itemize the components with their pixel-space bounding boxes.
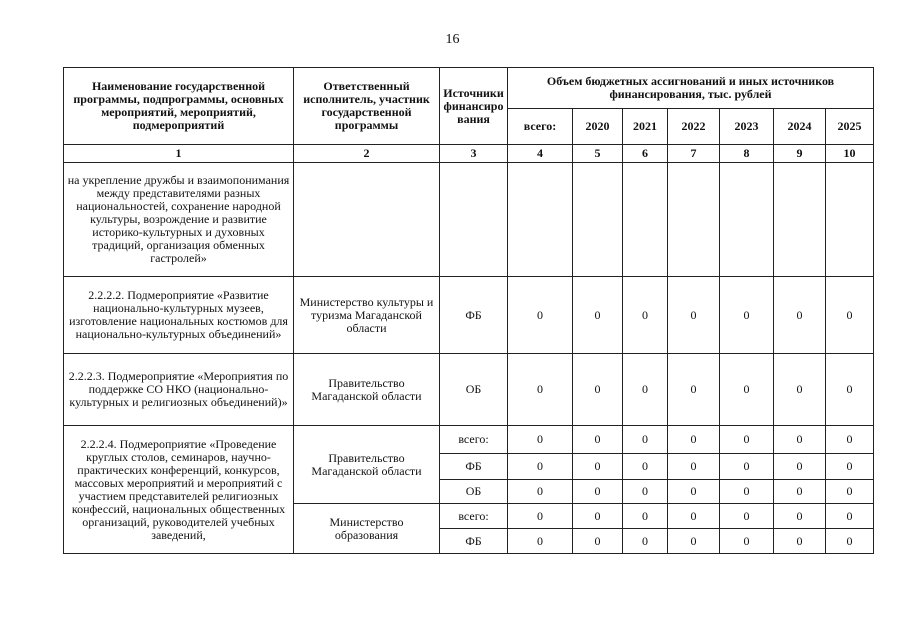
value-cell: 0	[573, 504, 623, 529]
column-number: 8	[720, 145, 774, 163]
value-cell: 0	[826, 529, 874, 554]
value-cell: 0	[774, 277, 826, 354]
value-cell: 0	[623, 504, 668, 529]
value-cell: 0	[774, 454, 826, 480]
budget-table	[63, 67, 874, 554]
empty-cell	[440, 163, 508, 277]
value-cell: 0	[720, 504, 774, 529]
column-number: 1	[64, 145, 294, 163]
header-executor: Ответственный исполнитель, участник государственной программы	[294, 68, 440, 145]
header-year: 2025	[826, 109, 874, 145]
value-cell: 0	[668, 277, 720, 354]
header-year: 2024	[774, 109, 826, 145]
empty-cell	[720, 163, 774, 277]
value-cell: 0	[826, 277, 874, 354]
value-cell: 0	[774, 354, 826, 426]
row-2224-source: ФБ	[440, 454, 508, 480]
value-cell: 0	[826, 504, 874, 529]
column-number: 5	[573, 145, 623, 163]
value-cell: 0	[720, 426, 774, 454]
header-year: 2021	[623, 109, 668, 145]
value-cell: 0	[720, 354, 774, 426]
empty-cell	[774, 163, 826, 277]
empty-cell	[623, 163, 668, 277]
row-2224-source: ОБ	[440, 480, 508, 504]
value-cell: 0	[826, 480, 874, 504]
header-total: всего:	[508, 109, 573, 145]
value-cell: 0	[623, 529, 668, 554]
value-cell: 0	[573, 480, 623, 504]
value-cell: 0	[720, 454, 774, 480]
value-cell: 0	[623, 480, 668, 504]
row-2222-name: 2.2.2.2. Подмероприятие «Развитие национально-культурных музеев, изготовление национальных костюмов для национально-культурных объединений»	[64, 277, 294, 354]
column-number: 3	[440, 145, 508, 163]
value-cell: 0	[668, 504, 720, 529]
value-cell: 0	[573, 277, 623, 354]
row-2224-source: ФБ	[440, 529, 508, 554]
value-cell: 0	[623, 354, 668, 426]
column-number: 2	[294, 145, 440, 163]
value-cell: 0	[573, 426, 623, 454]
value-cell: 0	[720, 277, 774, 354]
value-cell: 0	[508, 480, 573, 504]
value-cell: 0	[774, 529, 826, 554]
value-cell: 0	[508, 504, 573, 529]
column-number: 10	[826, 145, 874, 163]
row-2222-source: ФБ	[440, 277, 508, 354]
row-2224-executor-education: Министерство образования	[294, 504, 440, 554]
value-cell: 0	[668, 529, 720, 554]
header-source: Источники финансиро вания	[440, 68, 508, 145]
value-cell: 0	[720, 480, 774, 504]
value-cell: 0	[668, 426, 720, 454]
empty-cell	[508, 163, 573, 277]
row-2224-executor-government: Правительство Магаданской области	[294, 426, 440, 504]
header-year: 2022	[668, 109, 720, 145]
value-cell: 0	[508, 454, 573, 480]
header-name: Наименование государственной программы, подпрограммы, основных мероприятий, мероприятий, подмероприятий	[64, 68, 294, 145]
row-2223-name: 2.2.2.3. Подмероприятие «Мероприятия по поддержке СО НКО (национально-культурных и религиозных объединений)»	[64, 354, 294, 426]
value-cell: 0	[774, 504, 826, 529]
value-cell: 0	[508, 354, 573, 426]
value-cell: 0	[668, 454, 720, 480]
empty-cell	[826, 163, 874, 277]
continuation-text: на укрепление дружбы и взаимопонимания между представителями разных национальностей, сохранение народной культуры, возрождение и развитие историко-культурных и духовных традиций, организация обменных гастролей»	[64, 163, 294, 277]
value-cell: 0	[774, 426, 826, 454]
header-volume: Объем бюджетных ассигнований и иных источников финансирования, тыс. рублей	[508, 68, 874, 109]
value-cell: 0	[573, 454, 623, 480]
column-number: 4	[508, 145, 573, 163]
empty-cell	[668, 163, 720, 277]
value-cell: 0	[668, 480, 720, 504]
value-cell: 0	[826, 426, 874, 454]
value-cell: 0	[508, 529, 573, 554]
value-cell: 0	[573, 529, 623, 554]
value-cell: 0	[826, 354, 874, 426]
row-2224-source: всего:	[440, 426, 508, 454]
value-cell: 0	[720, 529, 774, 554]
value-cell: 0	[668, 354, 720, 426]
value-cell: 0	[508, 426, 573, 454]
column-number: 6	[623, 145, 668, 163]
row-2223-source: ОБ	[440, 354, 508, 426]
column-number: 7	[668, 145, 720, 163]
row-2223-executor: Правительство Магаданской области	[294, 354, 440, 426]
page-number: 16	[445, 32, 460, 47]
column-number: 9	[774, 145, 826, 163]
empty-cell	[573, 163, 623, 277]
value-cell: 0	[573, 354, 623, 426]
row-2222-executor: Министерство культуры и туризма Магаданской области	[294, 277, 440, 354]
row-2224-source: всего:	[440, 504, 508, 529]
header-year: 2023	[720, 109, 774, 145]
value-cell: 0	[623, 426, 668, 454]
value-cell: 0	[623, 454, 668, 480]
value-cell: 0	[774, 480, 826, 504]
row-2224-name: 2.2.2.4. Подмероприятие «Проведение круглых столов, семинаров, научно-практических конференций, конкурсов, массовых мероприятий и мероприятий с участием представителей религиозных конфессий, национальных общественных организаций, руководителей учебных заведений,	[64, 426, 294, 554]
value-cell: 0	[623, 277, 668, 354]
value-cell: 0	[826, 454, 874, 480]
header-year: 2020	[573, 109, 623, 145]
empty-cell	[294, 163, 440, 277]
value-cell: 0	[508, 277, 573, 354]
